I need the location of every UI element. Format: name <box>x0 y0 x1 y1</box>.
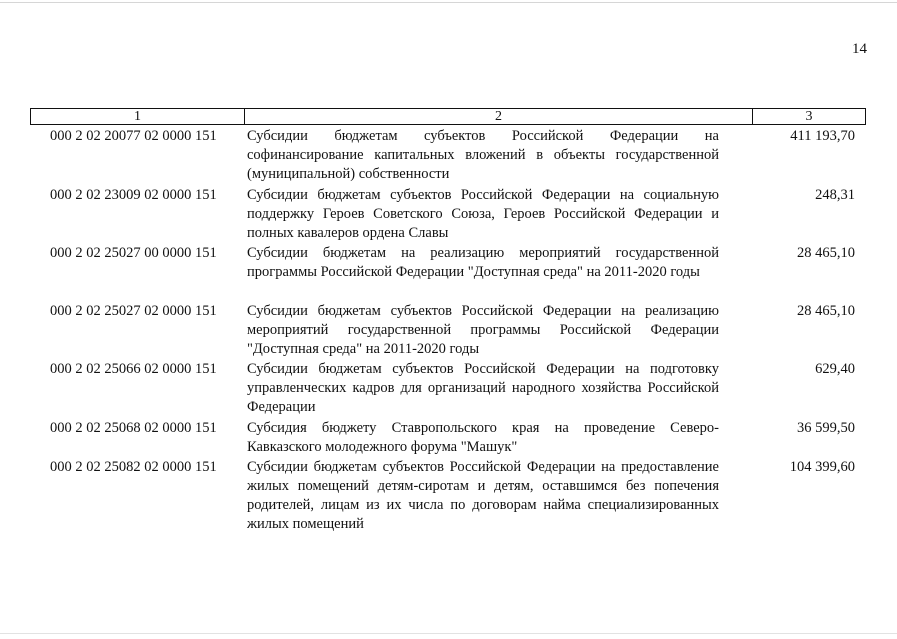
row-amount: 28 465,10 <box>797 303 855 319</box>
row-amount: 411 193,70 <box>790 128 855 144</box>
row-amount: 28 465,10 <box>797 245 855 261</box>
row-description: Субсидии бюджетам на реализацию мероприятий государственной программы Российской Федерации "Доступная среда" на 2011-2020 годы <box>247 245 719 280</box>
row-amount: 36 599,50 <box>797 420 855 436</box>
table-header <box>30 108 866 125</box>
row-code: 000 2 02 23009 02 0000 151 <box>50 187 217 203</box>
row-amount: 629,40 <box>815 361 855 377</box>
scan-edge-bottom <box>0 633 897 634</box>
row-description: Субсидии бюджетам субъектов Российской Федерации на социальную поддержку Героев Советского Союза, Героев Российской Федерации и полных кавалеров ордена Славы <box>247 187 719 241</box>
row-code: 000 2 02 25082 02 0000 151 <box>50 459 217 475</box>
row-code: 000 2 02 20077 02 0000 151 <box>50 128 217 144</box>
row-code: 000 2 02 25027 00 0000 151 <box>50 245 217 261</box>
row-description: Субсидии бюджетам субъектов Российской Федерации на предоставление жилых помещений детям-сиротам и детям, оставшимся без попечения родителей, лицам из их числа по договорам найма специализированных жилых помещений <box>247 459 719 532</box>
header-col-3: 3 <box>805 109 813 124</box>
row-code: 000 2 02 25068 02 0000 151 <box>50 420 217 436</box>
row-code: 000 2 02 25027 02 0000 151 <box>50 303 217 319</box>
scan-edge-top <box>0 2 897 3</box>
row-description: Субсидия бюджету Ставропольского края на проведение Северо-Кавказского молодежного форума "Машук" <box>247 420 719 455</box>
row-description: Субсидии бюджетам субъектов Российской Федерации на софинансирование капитальных вложений в объекты государственной (муниципальной) собственности <box>247 128 719 182</box>
page-number: 14 <box>852 41 867 57</box>
row-description: Субсидии бюджетам субъектов Российской Федерации на реализацию мероприятий государственной программы Российской Федерации "Доступная среда" на 2011-2020 годы <box>247 303 719 357</box>
row-description: Субсидии бюджетам субъектов Российской Федерации на подготовку управленческих кадров для организаций народного хозяйства Российской Федерации <box>247 361 719 415</box>
row-code: 000 2 02 25066 02 0000 151 <box>50 361 217 377</box>
header-col-2: 2 <box>245 109 753 124</box>
row-amount: 104 399,60 <box>789 459 855 475</box>
header-col-1: 1 <box>31 109 245 124</box>
row-amount: 248,31 <box>815 187 855 203</box>
